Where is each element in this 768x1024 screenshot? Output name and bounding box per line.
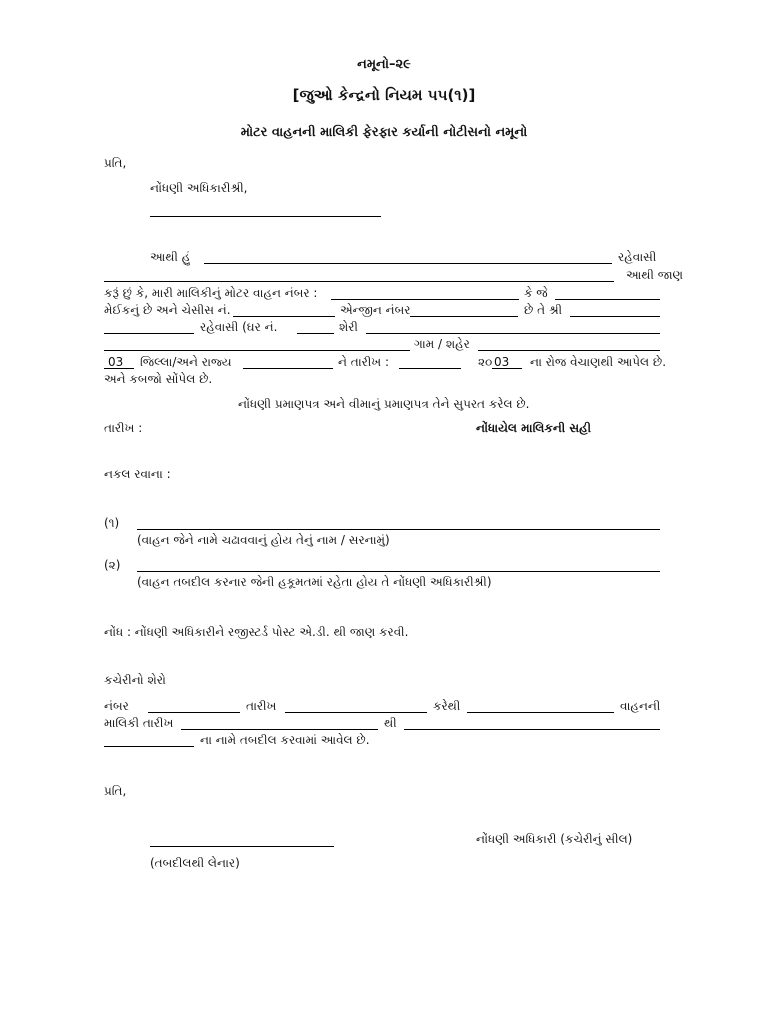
village-city-label: ગામ / શહેર (414, 337, 470, 351)
vehicle-number-field[interactable] (331, 299, 519, 300)
address-field[interactable] (104, 281, 614, 282)
note-text: નોંધ : નોંધણી અધિકારીને રજીસ્ટર્ડ પોસ્ટ એ.ડી. થી જાણ કરવી. (104, 625, 409, 639)
year-value: 03 (494, 355, 510, 369)
ownership-date-field[interactable] (181, 729, 378, 730)
to-shri-label: છે તે શ્રી (524, 303, 563, 317)
copy-item-1-field[interactable] (137, 529, 660, 530)
transferee-name-field[interactable] (104, 746, 194, 747)
year-field[interactable] (492, 368, 522, 369)
rule-reference: [જુઓ કેન્દ્રનો નિયમ ૫૫(૧)] (292, 86, 476, 104)
office-endorsement-heading: કચેરીનો શેરો (104, 673, 166, 687)
buyer-name-cont-field[interactable] (104, 333, 194, 334)
on-date-label: ને તારીખ : (338, 355, 390, 369)
house-no-field[interactable] (297, 333, 334, 334)
date-field[interactable] (399, 368, 461, 369)
name-field[interactable] (204, 263, 612, 264)
officer-seal-label: નોંધણી અધિકારી (કચેરીનું સીલ) (476, 832, 633, 846)
resident-label: રહેવાસી (618, 250, 657, 264)
office-date-label: તારીખ (246, 699, 277, 713)
from-label: થી (384, 716, 397, 730)
copy-item-1-number: (૧) (104, 516, 120, 530)
copy-item-1-description: (વાહન જેને નામે ચઢાવવાનું હોય તેનું નામ / સરનામું) (137, 533, 390, 547)
which-is-label: કે જે (524, 286, 548, 300)
engine-number-label: એન્જીન નંબર (340, 303, 411, 317)
make-field[interactable] (555, 299, 660, 300)
from-field[interactable] (404, 729, 660, 730)
vehicle-number-label: કરૂં છું કે, મારી માલિકીનું મોટર વાહન નંબર : (104, 286, 318, 300)
copy-item-2-description: (વાહન તબદીલ કરનાર જેની હકૂમતમાં રહેતા હોય તે નોંધણી અધિકારીશ્રી) (137, 575, 492, 589)
possession-handed-label: અને કબજો સોંપેલ છે. (104, 372, 213, 386)
transferee-signature-field[interactable] (150, 846, 334, 847)
from-office-field[interactable] (467, 712, 614, 713)
year-prefix: ૨૦ (478, 355, 493, 369)
district-state-label: જિલ્લા/અને રાજ્ય (140, 355, 232, 369)
registering-officer-label: નોંધણી અધિકારીશ્રી, (150, 181, 248, 195)
owner-signature-label: નોંધાયેલ માલિકની સહી (476, 421, 592, 435)
from-office-label: કરેથી (433, 699, 461, 713)
transferred-label: ના નામે તબદીલ કરવામાં આવેલ છે. (200, 733, 370, 747)
i-am-label: આથી હું (150, 250, 191, 264)
ownership-date-label: માલિકી તારીખ (104, 716, 174, 730)
hereby-inform-label: આથી જાણ (626, 268, 684, 282)
prati-label-2: પ્રતિ, (104, 784, 127, 798)
form-number: નમૂનો–૨૯ (357, 57, 411, 72)
vehicle-of-label: વાહનની (620, 699, 661, 713)
certificates-handover-text: નોંધણી પ્રમાણપત્ર અને વીમાનું પ્રમાણપત્ર તેને સુપરત કરેલ છે. (238, 397, 530, 411)
village-city-field[interactable] (478, 350, 660, 351)
day-field[interactable] (104, 368, 134, 369)
prati-label: પ્રતિ, (104, 156, 127, 170)
chassis-label: મેઈકનું છે અને ચેસીસ નં. (104, 303, 231, 317)
street-label: શેરી (339, 320, 358, 334)
buyer-name-field[interactable] (570, 316, 660, 317)
engine-number-field[interactable] (410, 316, 518, 317)
office-date-field[interactable] (285, 712, 427, 713)
street-field[interactable] (366, 333, 660, 334)
district-state-field[interactable] (243, 368, 333, 369)
house-no-label: રહેવાસી (ઘર નં. (200, 320, 278, 334)
locality-field[interactable] (104, 350, 410, 351)
officer-address-line[interactable] (150, 216, 381, 217)
copy-item-2-field[interactable] (137, 571, 660, 572)
date-label: તારીખ : (104, 421, 143, 435)
day-value: 03 (108, 355, 124, 369)
office-number-label: નંબર (104, 699, 129, 713)
form-title: મોટર વાહનની માલિકી ફેરફાર કર્યાની નોટીસનો નમૂનો (240, 125, 528, 140)
copies-heading: નકલ રવાના : (104, 467, 171, 481)
transferee-label: (તબદીલથી લેનાર) (150, 856, 240, 870)
office-number-field[interactable] (148, 712, 240, 713)
chassis-field[interactable] (233, 316, 335, 317)
sold-on-label: ના રોજ વેચાણથી આપેલ છે. (530, 355, 667, 369)
copy-item-2-number: (૨) (104, 558, 121, 572)
